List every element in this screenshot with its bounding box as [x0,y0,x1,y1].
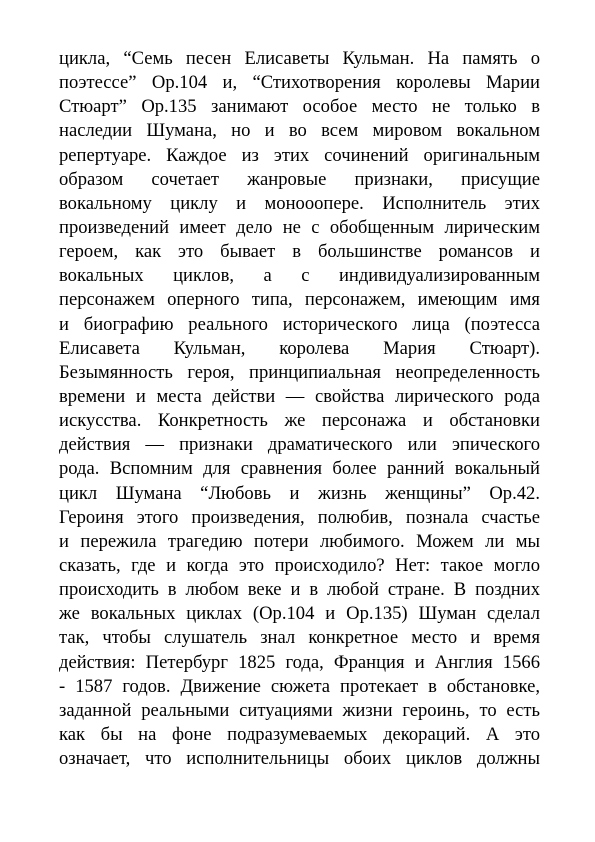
text-line: произведений имеет дело не с обобщенным лирическим [59,216,540,238]
text-line: заданной реальными ситуациями жизни героинь, то есть [59,699,540,721]
text-line: героем, как это бывает в большинстве романсов и [59,241,540,263]
text-line: и пережила трагедию потери любимого. Можем ли мы [59,530,540,552]
text-line: Стюарт” Op.135 занимают особое место не только в [59,96,540,118]
text-line: цикл Шумана “Любовь и жизнь женщины” Op.42. [59,482,540,504]
text-line: наследии Шумана, но и во всем мировом вокальном [59,120,540,142]
text-line: искусства. Конкретность же персонажа и обстановки [59,410,540,432]
text-line: рода. Вспомним для сравнения более ранний вокальный [59,458,540,480]
text-line: означает, что исполнительницы обоих циклов должны [59,748,540,770]
body-text [59,47,540,771]
text-line: поэтессе” Op.104 и, “Стихотворения королевы Марии [59,72,540,94]
text-line: Героиня этого произведения, полюбив, познала счастье [59,506,540,528]
text-line: так, чтобы слушатель знал конкретное место и время [59,627,540,649]
text-line: Безымянность героя, принципиальная неопределенность [59,361,540,383]
text-line: вокальных циклов, а с индивидуализированным [59,265,540,287]
text-line: происходить в любом веке и в любой стране. В поздних [59,579,540,601]
text-line: репертуаре. Каждое из этих сочинений оригинальным [59,144,540,166]
text-line: образом сочетает жанровые признаки, присущие [59,168,540,190]
text-line: цикла, “Семь песен Елисаветы Кульман. На память о [59,48,540,69]
text-line: Елисавета Кульман, королева Мария Стюарт). [59,337,540,359]
text-line: действия: Петербург 1825 года, Франция и Англия 1566 [59,651,540,673]
text-line: вокальному циклу и монооопере. Исполнитель этих [59,192,540,214]
text-line: персонажем оперного типа, персонажем, имеющим имя [59,289,540,311]
text-line: же вокальных циклах (Op.104 и Op.135) Шуман сделал [59,603,540,625]
text-line: - 1587 годов. Движение сюжета протекает в обстановке, [59,675,540,697]
text-line: действия — признаки драматического или эпического [59,434,540,456]
text-line: и биографию реального исторического лица (поэтесса [59,313,540,335]
text-line: сказать, где и когда это происходило? Нет: такое могло [59,554,540,576]
text-line: как бы на фоне подразумеваемых декораций. А это [59,723,540,745]
text-line: времени и места действи — свойства лирического рода [59,385,540,407]
